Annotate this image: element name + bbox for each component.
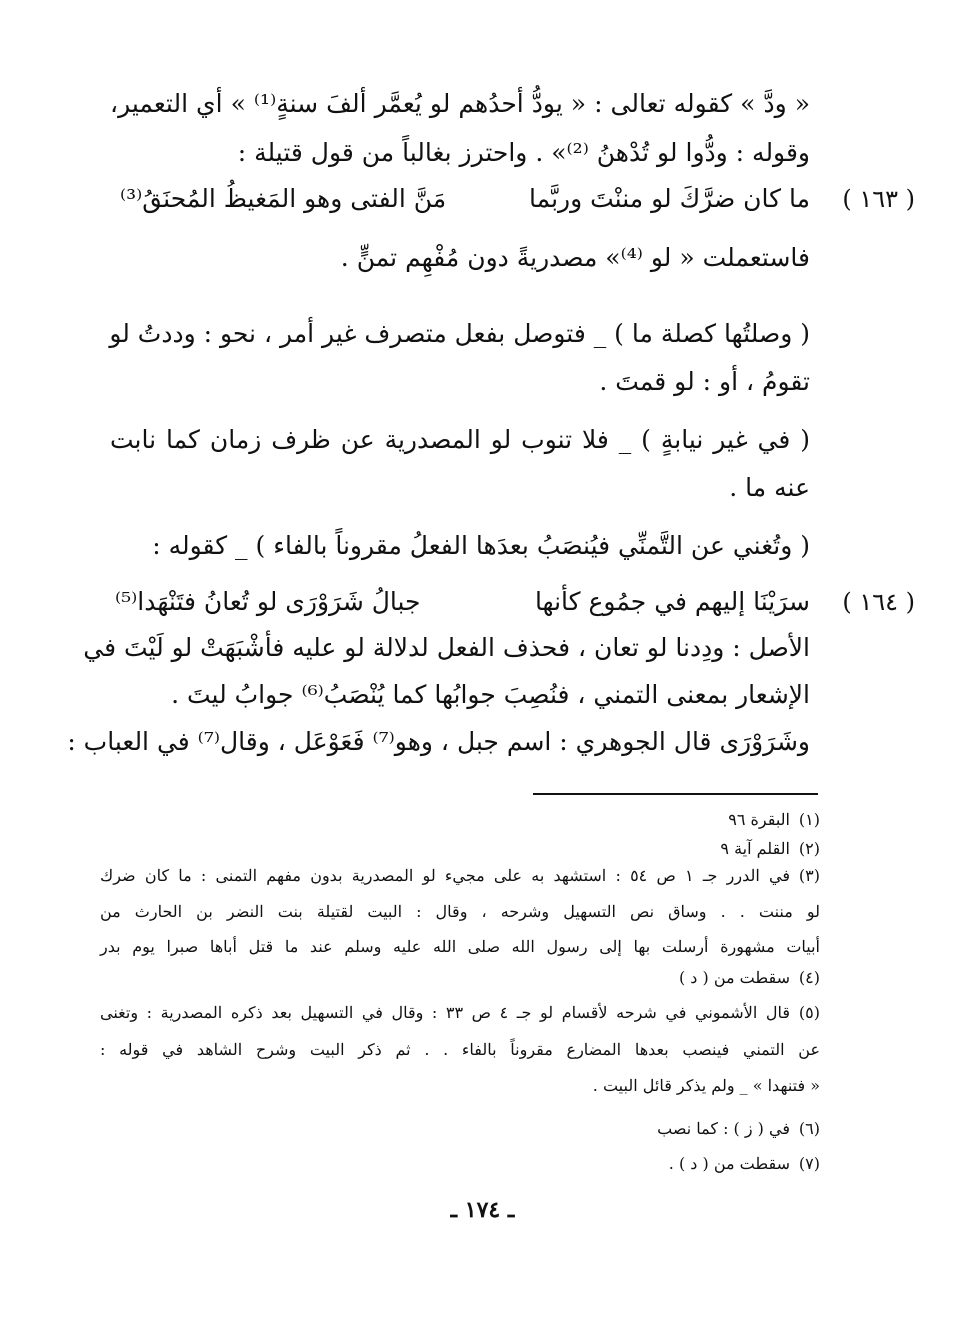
page-number: ـ ١٧٤ ـ [450, 1197, 515, 1223]
body-line-11: وشَرَوْرَى قال الجوهري : اسم جبل ، وهو⁽⁷⁾ فَعَوْعَل ، وقال⁽⁷⁾ في العباب : [67, 727, 810, 756]
verse-164-second-hemistich: جبالُ شَرَوْرَى لو تُعانُ فتَنْهَدا⁽⁵⁾ [115, 587, 421, 616]
body-line-4: ( وصلتُها كصلة ما ) _ فتوصل بفعل متصرف غير أمر ، نحو : وددتُ لو [109, 319, 810, 348]
footnote-4-text: سقطت من ( د ) [678, 968, 790, 987]
body-line-10: الإشعار بمعنى التمني ، فنُصِبَ جوابُها كما يُنْصَبُ⁽⁶⁾ جوابُ ليتَ . [171, 680, 810, 709]
footnote-separator [533, 793, 818, 795]
body-line-1: « ودَّ » كقوله تعالى : « يودُّ أحدُهم لو يُعمَّر ألفَ سنةٍ⁽¹⁾ » أي التعمير، [110, 89, 810, 118]
verse-163-first-hemistich: ما كان ضرَّكَ لو مننْتَ وربَّما [529, 184, 810, 213]
footnote-5-text-line-2: عن التمني فينصب بعدها المضارع مقروناً بالفاء . . ثم ذكر البيت وشرح الشاهد في قوله : [100, 1040, 820, 1059]
body-line-9: الأصل : ودِدنا لو تعان ، فحذف الفعل لدلالة لو عليه فأشْبَهَتْ لو لَيْتَ في [83, 633, 810, 662]
body-line-2: وقوله : ودُّوا لو تُدْهنُ ⁽²⁾» . واحترز بغالباً من قول قتيلة : [237, 138, 810, 167]
footnote-1-text: البقرة ٩٦ [728, 810, 790, 829]
verse-163-second-hemistich: مَنَّ الفتى وهو المَغيظُ المُحنَقُ⁽³⁾ [120, 184, 447, 213]
footnote-6-number: (٦) [798, 1119, 820, 1138]
footnote-3-number: (٣) [798, 866, 820, 885]
footnote-4-number: (٤) [798, 968, 820, 987]
footnote-5-text-line-3: « فتنهدا » _ ولم يذكر قائل البيت . [592, 1076, 820, 1095]
body-line-5: تقومُ ، أو : لو قمتَ . [599, 367, 810, 396]
footnote-2-text: القلم آية ٩ [720, 839, 790, 858]
verse-number-163: ( ١٦٣ ) [842, 185, 915, 213]
verse-number-164: ( ١٦٤ ) [842, 588, 915, 616]
body-line-6: ( في غير نيابةٍ ) _ فلا تنوب لو المصدرية عن ظرف زمان كما نابت [110, 425, 810, 454]
footnote-6-text: في ( ز ) : كما نصب [657, 1119, 790, 1138]
body-line-3: فاستعملت « لو ⁽⁴⁾» مصدريةً دون مُفْهِم تمنٍّ . [340, 243, 810, 272]
footnote-3-text-line-3: أبيات مشهورة أرسلت بها إلى رسول الله صلى الله عليه وسلم عند ما قتل أباها صبرا يوم بدر [100, 937, 820, 956]
footnote-1-number: (١) [798, 810, 820, 829]
footnote-5-number: (٥) [798, 1003, 820, 1022]
footnote-7-text: سقطت من ( د ) . [668, 1154, 790, 1173]
footnote-3-text-line-1: في الدرر جـ ١ ص ٥٤ : استشهد به على مجيء لو المصدرية بدون مفهم التمنى : ما كان ضرك [100, 866, 790, 885]
footnote-5-text-line-1: قال الأشموني في شرحه لأقسام لو جـ ٤ ص ٣٣ : وقال في التسهيل بعد ذكره المصدرية : وتغنى [100, 1003, 791, 1022]
body-line-8: ( وتُغني عن التَّمنِّي فيُنصَبُ بعدَها الفعلُ مقروناً بالفاء ) _ كقوله : [152, 531, 810, 560]
footnote-7-number: (٧) [798, 1154, 820, 1173]
verse-164-first-hemistich: سرَيْنَا إليهم في جمُوع كأنها [534, 587, 810, 616]
body-line-7: عنه ما . [729, 473, 810, 502]
footnote-2-number: (٢) [798, 839, 820, 858]
footnote-3-text-line-2: لو مننت . . وساق نص التسهيل وشرحه ، وقال : البيت لقتيلة بنت النضر بن الحارث من [100, 902, 820, 921]
